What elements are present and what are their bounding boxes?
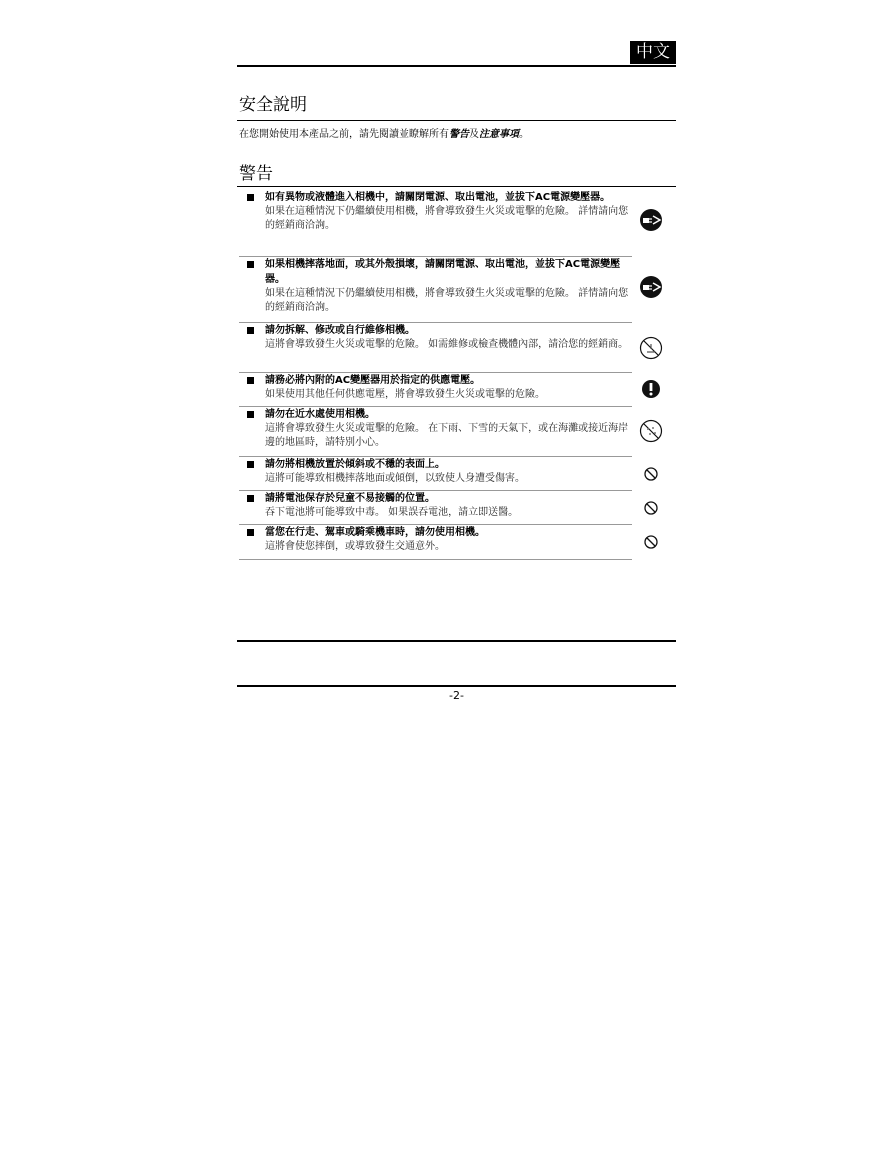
mandatory-icon xyxy=(639,377,663,401)
section-title: 安全說明 xyxy=(239,95,307,115)
intro-caution-term: 注意事項 xyxy=(479,129,519,140)
prohibited-icon xyxy=(639,496,663,520)
warning-description: 這將會導致發生火災或電擊的危險。 在下雨、下雪的天氣下，或在海灘或接近海岸邊的地區時，請特別小心。 xyxy=(265,423,629,448)
warning-description: 如果在這種情況下仍繼續使用相機，將會導致發生火災或電擊的危險。 詳情請向您的經銷商洽詢。 xyxy=(265,288,629,313)
no-water-icon xyxy=(639,419,663,443)
intro-suffix: 。 xyxy=(519,129,529,140)
warning-heading: 如有異物或液體進入相機中，請關閉電源、取出電池，並拔下AC電源變壓器。 xyxy=(265,192,611,203)
warning-item xyxy=(239,190,632,257)
warnings-title-rule xyxy=(237,186,676,187)
warning-heading: 請勿拆解、修改或自行維修相機。 xyxy=(265,325,415,336)
no-disassemble-icon xyxy=(639,336,663,360)
warning-description: 這將可能導致相機摔落地面或傾倒，以致使人身遭受傷害。 xyxy=(265,473,525,484)
warning-heading: 當您在行走、駕車或騎乘機車時，請勿使用相機。 xyxy=(265,527,485,538)
warning-heading: 如果相機摔落地面，或其外殼損壞，請關閉電源、取出電池，並拔下AC電源變壓器。 xyxy=(265,259,621,285)
unplug-icon xyxy=(639,275,663,299)
intro-prefix: 在您開始使用本產品之前，請先閱讀並瞭解所有 xyxy=(239,129,449,140)
bullet-icon xyxy=(247,327,254,334)
footer-rule-upper xyxy=(237,640,676,642)
warning-item xyxy=(239,373,632,407)
bullet-icon xyxy=(247,529,254,536)
page-number: -2- xyxy=(449,689,464,702)
intro-warning-term: 警告 xyxy=(449,129,469,140)
language-badge: 中文 xyxy=(630,41,676,64)
warning-item xyxy=(239,323,632,373)
warning-heading: 請勿將相機放置於傾斜或不穩的表面上。 xyxy=(265,459,445,470)
footer-rule-lower xyxy=(237,685,676,687)
warning-list xyxy=(239,190,676,560)
warning-item xyxy=(239,457,632,491)
header-rule xyxy=(237,65,676,67)
warning-heading: 請勿在近水處使用相機。 xyxy=(265,409,375,420)
warnings-title: 警告 xyxy=(239,164,273,184)
warning-description: 這將會導致發生火災或電擊的危險。 如需維修或檢查機體內部，請洽您的經銷商。 xyxy=(265,339,629,350)
intro-mid: 及 xyxy=(469,129,479,140)
warning-description: 吞下電池將可能導致中毒。 如果誤吞電池，請立即送醫。 xyxy=(265,507,519,518)
warning-description: 這將會使您摔倒，或導致發生交通意外。 xyxy=(265,541,445,552)
section-title-rule xyxy=(237,120,676,121)
bullet-icon xyxy=(247,377,254,384)
warning-heading: 請務必將內附的AC變壓器用於指定的供應電壓。 xyxy=(265,375,481,386)
warning-heading: 請將電池保存於兒童不易接觸的位置。 xyxy=(265,493,435,504)
warning-item xyxy=(239,407,632,457)
intro-text xyxy=(239,128,529,142)
warning-item xyxy=(239,491,632,525)
warning-description: 如果在這種情況下仍繼續使用相機，將會導致發生火災或電擊的危險。 詳情請向您的經銷商洽詢。 xyxy=(265,206,629,231)
prohibited-icon xyxy=(639,530,663,554)
prohibited-icon xyxy=(639,462,663,486)
bullet-icon xyxy=(247,261,254,268)
warning-item xyxy=(239,525,632,560)
unplug-icon xyxy=(639,208,663,232)
warning-description: 如果使用其他任何供應電壓，將會導致發生火災或電擊的危險。 xyxy=(265,389,545,400)
bullet-icon xyxy=(247,411,254,418)
bullet-icon xyxy=(247,495,254,502)
bullet-icon xyxy=(247,461,254,468)
warning-item xyxy=(239,257,632,323)
bullet-icon xyxy=(247,194,254,201)
